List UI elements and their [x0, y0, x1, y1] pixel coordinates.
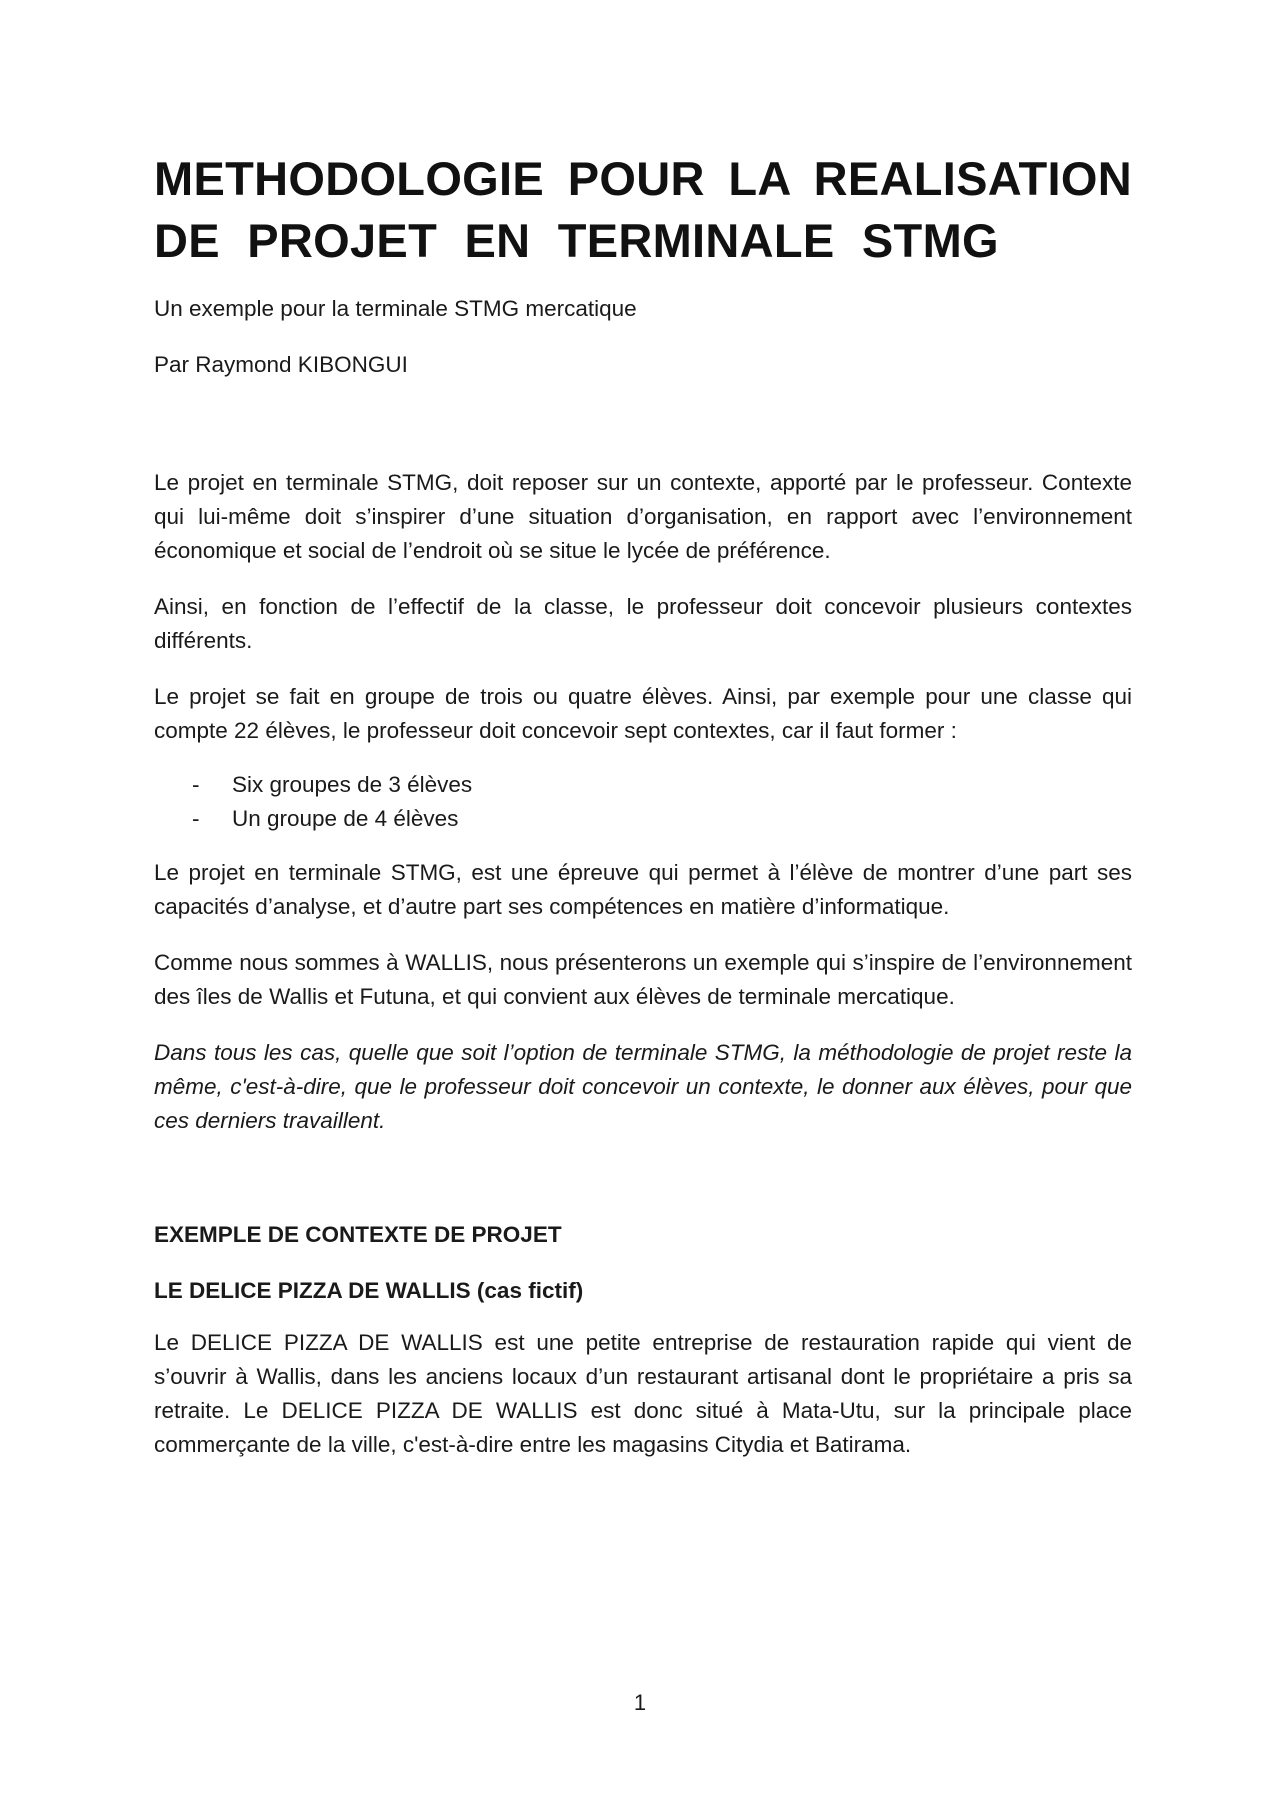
- group-list: [154, 768, 1132, 836]
- paragraph-context: Le projet en terminale STMG, doit reposer sur un contexte, apporté par le professeur. Contexte qui lui-même doit s’inspirer d’une situation d’organisation, en rapport avec l’environnement économique et social de l’endroit où se situe le lycée de préférence.: [154, 470, 1132, 563]
- list-dash-marker: -: [192, 772, 200, 797]
- paragraph-epreuve: Le projet en terminale STMG, est une épreuve qui permet à l’élève de montrer d’une part ses capacités d’analyse, et d’autre part ses compétences en matière d’informatique.: [154, 860, 1132, 919]
- page-number: 1: [633, 1690, 647, 1715]
- paragraph-case-description: Le DELICE PIZZA DE WALLIS est une petite entreprise de restauration rapide qui vient de s’ouvrir à Wallis, dans les anciens locaux d’un restaurant artisanal dont le propriétaire a pris sa retraite. Le DELICE PIZZA DE WALLIS est donc situé à Mata-Utu, sur la principale place commerçante de la ville, c'est-à-dire entre les magasins Citydia et Batirama.: [154, 1330, 1132, 1457]
- document-page: [154, 148, 1132, 1484]
- list-item-text: Un groupe de 4 élèves: [232, 806, 459, 831]
- list-item-text: Six groupes de 3 élèves: [232, 772, 473, 797]
- document-title: [154, 148, 1132, 272]
- document-author: Par Raymond KIBONGUI: [154, 352, 408, 377]
- document-subtitle: Un exemple pour la terminale STMG mercatique: [154, 296, 637, 321]
- paragraph-methodologie: Dans tous les cas, quelle que soit l’option de terminale STMG, la méthodologie de projet reste la même, c'est-à-dire, que le professeur doit concevoir un contexte, le donner aux élèves, pour que ces derniers travaillent.: [154, 1040, 1132, 1133]
- document-title-line-1: METHODOLOGIE POUR LA REALISATION: [154, 152, 1132, 205]
- list-item: [192, 802, 1132, 836]
- case-heading: LE DELICE PIZZA DE WALLIS (cas fictif): [154, 1278, 584, 1303]
- paragraph-wallis: Comme nous sommes à WALLIS, nous présenterons un exemple qui s’inspire de l’environnement des îles de Wallis et Futuna, et qui convient aux élèves de terminale mercatique.: [154, 950, 1132, 1009]
- paragraph-effectif: Ainsi, en fonction de l’effectif de la classe, le professeur doit concevoir plusieurs contextes différents.: [154, 594, 1132, 653]
- paragraph-groupes: Le projet se fait en groupe de trois ou quatre élèves. Ainsi, par exemple pour une classe qui compte 22 élèves, le professeur doit concevoir sept contextes, car il faut former :: [154, 684, 1132, 743]
- list-dash-marker: -: [192, 806, 200, 831]
- list-item: [192, 768, 1132, 802]
- section-heading: EXEMPLE DE CONTEXTE DE PROJET: [154, 1222, 562, 1247]
- document-title-line-2: DE PROJET EN TERMINALE STMG: [154, 214, 999, 267]
